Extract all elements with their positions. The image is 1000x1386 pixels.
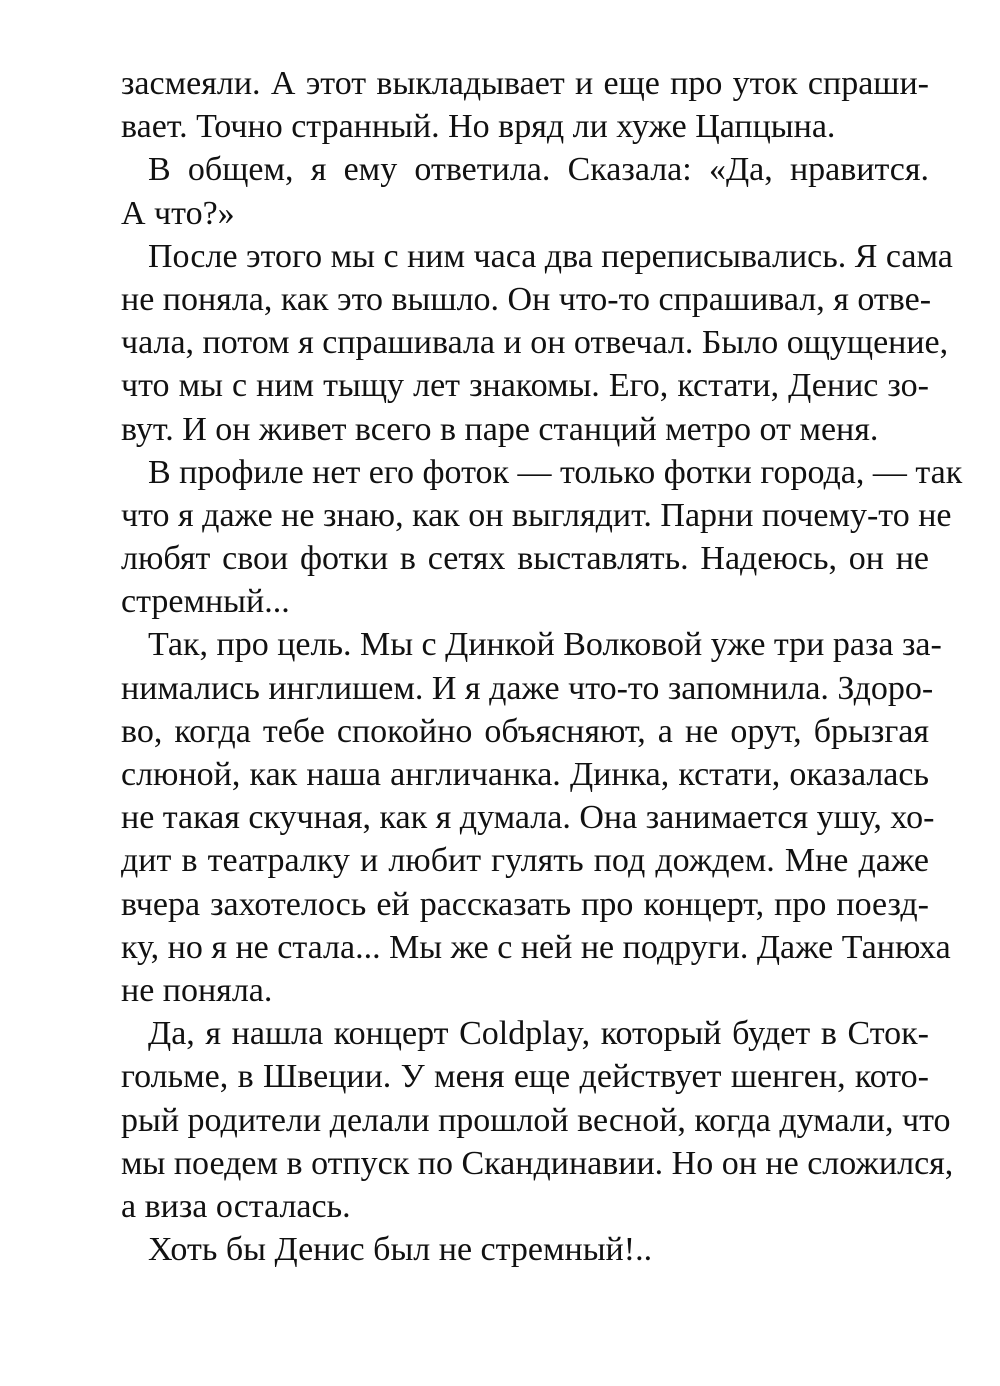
paragraph [121, 148, 929, 234]
text-line: А что?» [121, 194, 235, 232]
text-line: мы поедем в отпуск по Скандинавии. Но он не сложился, [121, 1144, 954, 1182]
paragraph [121, 1228, 929, 1271]
text-line: во, когда тебе спокойно объясняют, а не орут, брызгая [121, 712, 929, 750]
text-line: После этого мы с ним часа два переписывались. Я сама [148, 237, 953, 275]
text-line: вут. И он живет всего в паре станций метро от меня. [121, 410, 879, 448]
text-line: В общем, я ему ответила. Сказала: «Да, нравится. [148, 151, 929, 189]
text-line: Хоть бы Денис был не стремный!.. [148, 1231, 653, 1269]
text-line: Так, про цель. Мы с Динкой Волковой уже три раза за- [148, 626, 942, 664]
text-line: нимались инглишем. И я даже что-то запомнила. Здоро- [121, 669, 934, 707]
text-line: не поняла, как это вышло. Он что-то спрашивал, я отве- [121, 280, 932, 318]
text-line: дит в театралку и любит гулять под дождем. Мне даже [121, 842, 929, 880]
text-line: вчера захотелось ей рассказать про концерт, про поезд- [121, 885, 929, 923]
text-line: засмеяли. А этот выкладывает и еще про уток спраши- [121, 65, 929, 102]
text-line: не такая скучная, как я думала. Она занимается ушу, хо- [121, 799, 935, 837]
paragraph [121, 62, 929, 148]
text-line: что мы с ним тыщу лет знакомы. Его, кстати, Денис зо- [121, 367, 929, 405]
text-line: вает. Точно странный. Но вряд ли хуже Цапцына. [121, 108, 836, 146]
text-line: не поняла. [121, 971, 273, 1009]
text-line: чала, потом я спрашивала и он отвечал. Было ощущение, [121, 324, 949, 362]
text-line: рый родители делали прошлой весной, когда думали, что [121, 1101, 951, 1139]
text-line: слюной, как наша англичанка. Динка, кстати, оказалась [121, 756, 929, 793]
page-text [121, 62, 963, 1271]
paragraph [121, 451, 963, 624]
text-line: гольме, в Швеции. У меня еще действует шенген, кото- [121, 1058, 929, 1096]
paragraph [121, 235, 953, 451]
text-line: любят свои фотки в сетях выставлять. Надеюсь, он не [121, 540, 929, 578]
paragraph [121, 623, 951, 1012]
text-line: ку, но я не стала... Мы же с ней не подруги. Даже Танюха [121, 928, 951, 966]
paragraph [121, 1012, 954, 1228]
text-line: стремный... [121, 583, 290, 621]
text-line: а виза осталась. [121, 1187, 351, 1225]
text-line: что я даже не знаю, как он выглядит. Парни почему-то не [121, 496, 952, 534]
text-line: В профиле нет его фоток — только фотки города, — так [148, 453, 963, 491]
text-line: Да, я нашла концерт Coldplay, который будет в Сток- [148, 1015, 929, 1053]
